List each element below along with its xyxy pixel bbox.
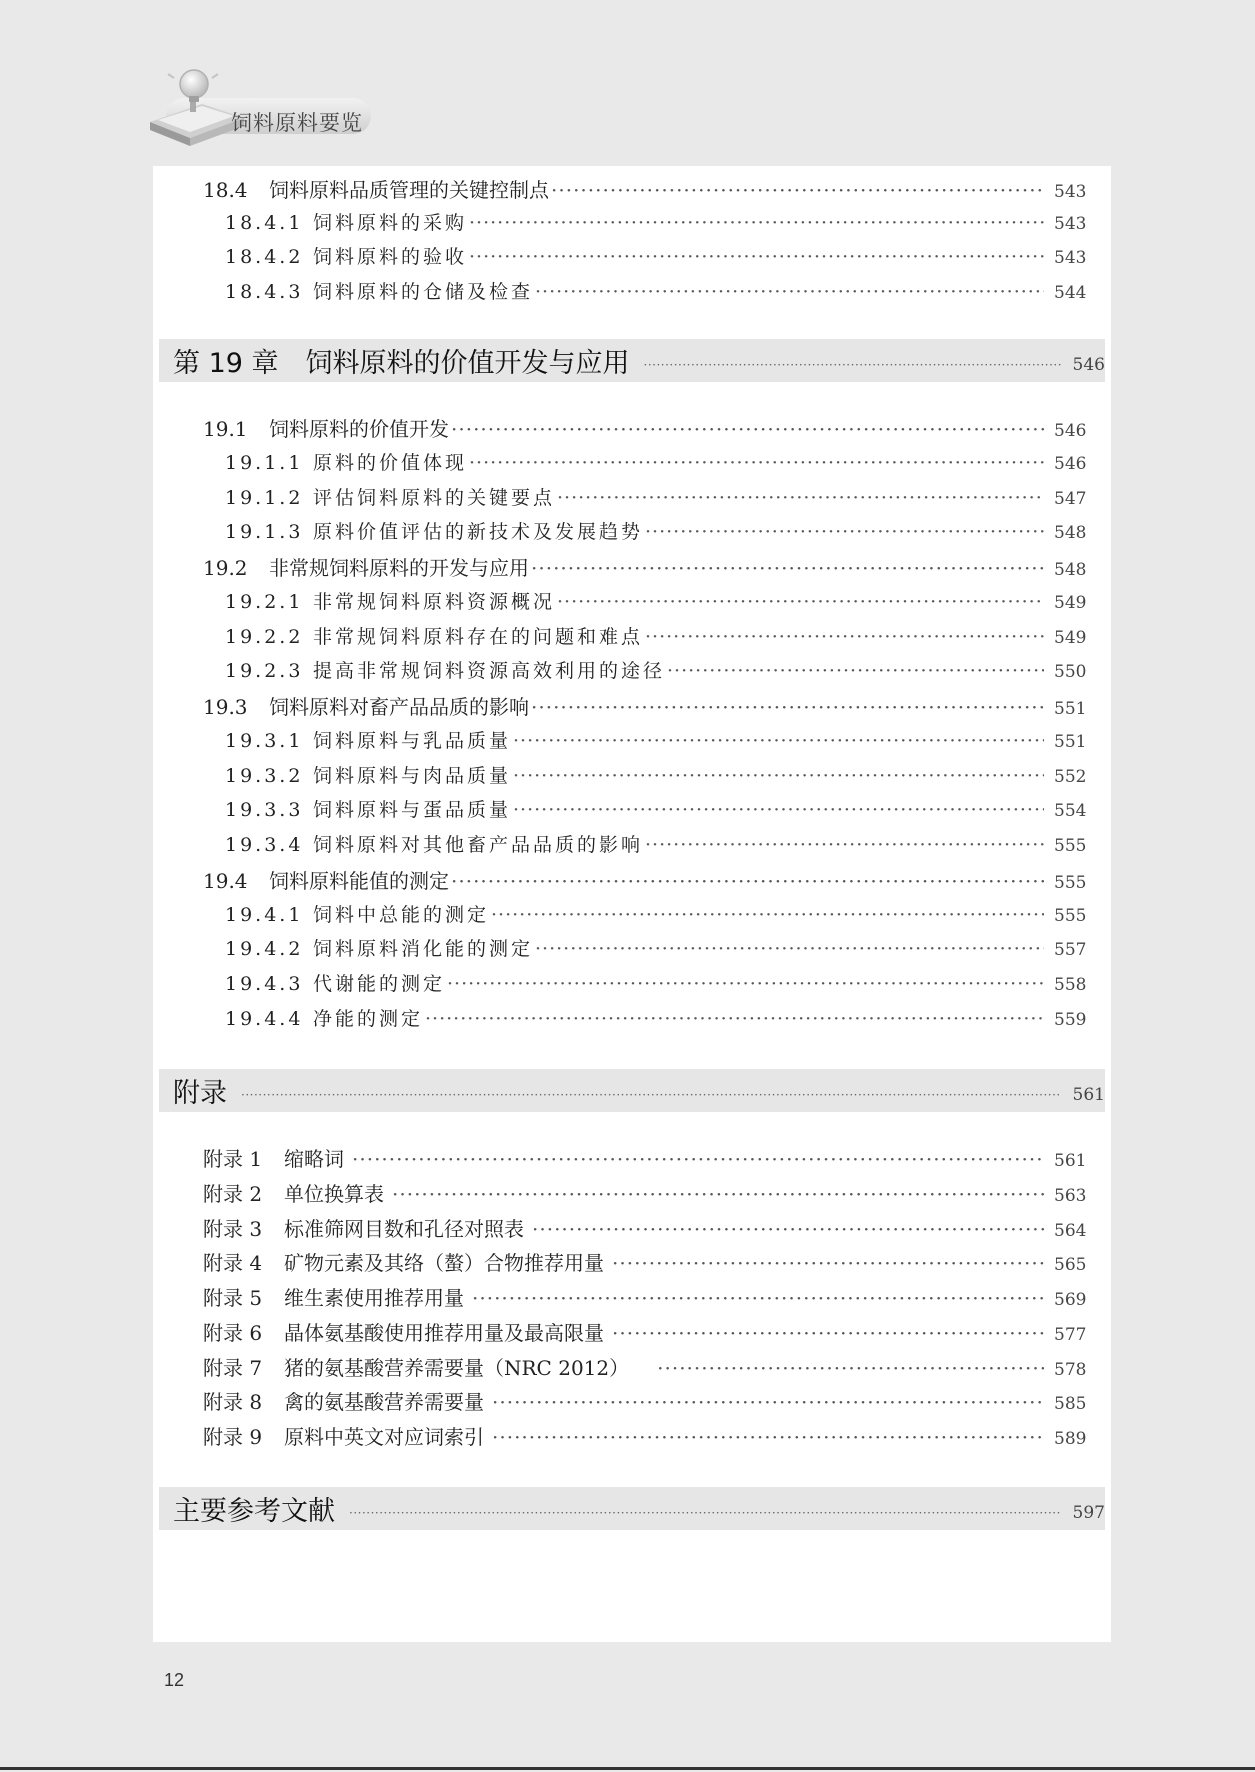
entry-title: 评估饲料原料的关键要点 (313, 487, 556, 509)
bottom-rule (0, 1767, 1255, 1770)
toc-entry[interactable] (153, 1004, 1100, 1034)
entry-title: 饲料原料与蛋品质量 (313, 799, 512, 821)
entry-number: 19.2 (203, 556, 248, 580)
entry-page: 557 (1054, 940, 1087, 960)
entry-title: 饲料中总能的测定 (313, 904, 490, 926)
dot-leader (612, 1251, 1044, 1275)
dot-leader (535, 281, 1044, 303)
entry-title: 标准筛网目数和孔径对照表 (284, 1217, 524, 1241)
entry-title: 饲料原料的验收 (313, 246, 468, 268)
dot-leader (612, 1321, 1044, 1345)
entry-page: 548 (1054, 523, 1087, 543)
toc-entry[interactable] (153, 795, 1100, 825)
dot-leader (352, 1147, 1044, 1171)
toc-entry[interactable] (153, 622, 1100, 652)
dot-leader (451, 417, 1044, 441)
toc-entry[interactable] (153, 448, 1100, 478)
entry-page: 578 (1054, 1360, 1087, 1380)
references-title: 主要参考文献 (173, 1496, 335, 1527)
entry-title: 非常规饲料原料的开发与应用 (269, 556, 529, 580)
entry-number: 19.1.1 (225, 452, 304, 474)
entry-number: 附录 7 (203, 1356, 263, 1380)
dot-leader (531, 695, 1044, 719)
entry-title: 非常规饲料原料资源概况 (313, 591, 556, 613)
entry-number: 19.2.1 (225, 591, 304, 613)
entry-number: 附录 1 (203, 1147, 263, 1171)
entry-page: 558 (1054, 975, 1087, 995)
entry-page: 552 (1054, 767, 1087, 787)
dot-leader (451, 869, 1044, 893)
entry-page: 555 (1054, 906, 1087, 926)
entry-number: 18.4 (203, 178, 248, 202)
entry-title: 矿物元素及其络（螯）合物推荐用量 (284, 1251, 604, 1275)
entry-number: 19.2.2 (225, 626, 304, 648)
toc-entry[interactable] (153, 761, 1100, 791)
entry-page: 546 (1054, 421, 1087, 441)
entry-page: 546 (1054, 454, 1087, 474)
entry-title: 单位换算表 (284, 1182, 384, 1206)
toc-entry[interactable] (153, 208, 1100, 238)
entry-number: 19.1.2 (225, 487, 304, 509)
dot-leader (469, 212, 1044, 234)
entry-number: 18.4.2 (225, 246, 304, 268)
entry-title: 饲料原料的采购 (313, 212, 468, 234)
entry-title: 晶体氨基酸使用推荐用量及最高限量 (284, 1321, 604, 1345)
entry-page: 589 (1054, 1429, 1087, 1449)
appendix-entry[interactable] (153, 1178, 1100, 1208)
toc-entry[interactable] (153, 413, 1100, 443)
entry-title: 提高非常规饲料资源高效利用的途径 (313, 660, 666, 682)
entry-number: 附录 4 (203, 1251, 263, 1275)
entry-number: 18.4.1 (225, 212, 304, 234)
dot-leader (492, 1390, 1044, 1414)
dot-leader (469, 246, 1044, 268)
appendix-entry[interactable] (153, 1421, 1100, 1451)
entry-page: 563 (1054, 1186, 1087, 1206)
entry-number: 19.3.1 (225, 730, 304, 752)
toc-entry[interactable] (153, 587, 1100, 617)
dot-leader (557, 487, 1044, 509)
toc-entry[interactable] (153, 691, 1100, 721)
entry-title: 饲料原料对畜产品品质的影响 (269, 695, 529, 719)
entry-page: 554 (1054, 801, 1087, 821)
appendix-title: 附录 (173, 1078, 227, 1109)
entry-page: 551 (1054, 732, 1087, 752)
entry-number: 附录 6 (203, 1321, 263, 1345)
dot-leader (513, 799, 1044, 821)
dot-leader (491, 904, 1044, 926)
entry-number: 19.4.1 (225, 904, 304, 926)
dot-leader (349, 1506, 1061, 1520)
dot-leader (392, 1182, 1044, 1206)
entry-title: 禽的氨基酸营养需要量 (284, 1390, 484, 1414)
dot-leader (513, 765, 1044, 787)
entry-title: 饲料原料品质管理的关键控制点 (269, 178, 549, 202)
toc-entry[interactable] (153, 656, 1100, 686)
appendix-entry[interactable] (153, 1352, 1100, 1382)
toc-entry[interactable] (153, 174, 1100, 204)
toc-entry[interactable] (153, 517, 1100, 547)
appendix-heading[interactable] (159, 1069, 1105, 1112)
appendix-entry[interactable] (153, 1247, 1100, 1277)
dot-leader (551, 178, 1044, 202)
entry-page: 543 (1054, 182, 1087, 202)
entry-page: 564 (1054, 1221, 1087, 1241)
entry-title: 代谢能的测定 (313, 973, 446, 995)
appendix-entry[interactable] (153, 1213, 1100, 1243)
entry-title: 维生素使用推荐用量 (284, 1286, 464, 1310)
entry-page: 544 (1054, 283, 1087, 303)
entry-title: 饲料原料与肉品质量 (313, 765, 512, 787)
entry-number: 附录 8 (203, 1390, 263, 1414)
entry-title: 猪的氨基酸营养需要量（NRC 2012） (284, 1356, 630, 1380)
entry-title: 饲料原料能值的测定 (269, 869, 449, 893)
toc-entry[interactable] (153, 552, 1100, 582)
entry-number: 19.2.3 (225, 660, 304, 682)
entry-page: 551 (1054, 699, 1087, 719)
entry-title: 原料的价值体现 (313, 452, 468, 474)
entry-number: 19.1.3 (225, 521, 304, 543)
references-heading[interactable] (159, 1487, 1105, 1530)
entry-number: 19.4.2 (225, 938, 304, 960)
entry-page: 565 (1054, 1255, 1087, 1275)
entry-number: 附录 2 (203, 1182, 263, 1206)
dot-leader (645, 834, 1044, 856)
entry-number: 18.4.3 (225, 281, 304, 303)
references-page: 597 (1072, 1502, 1105, 1523)
entry-page: 543 (1054, 248, 1087, 268)
dot-leader (667, 660, 1044, 682)
dot-leader (645, 521, 1044, 543)
entry-title: 饲料原料对其他畜产品品质的影响 (313, 834, 644, 856)
entry-number: 19.3.4 (225, 834, 304, 856)
toc-entry[interactable] (153, 277, 1100, 307)
entry-number: 19.1 (203, 417, 248, 441)
entry-number: 19.4 (203, 869, 248, 893)
entry-number: 19.3.2 (225, 765, 304, 787)
entry-title: 原料中英文对应词索引 (284, 1425, 484, 1449)
entry-page: 549 (1054, 628, 1087, 648)
dot-leader (513, 730, 1044, 752)
entry-page: 561 (1054, 1151, 1087, 1171)
entry-title: 非常规饲料原料存在的问题和难点 (313, 626, 644, 648)
entry-page: 585 (1054, 1394, 1087, 1414)
entry-number: 19.4.4 (225, 1008, 304, 1030)
appendix-page: 561 (1072, 1084, 1105, 1105)
dot-leader (645, 626, 1044, 648)
appendix-entry[interactable] (153, 1317, 1100, 1347)
dot-leader (447, 973, 1044, 995)
chapter-title: 第 19 章 饲料原料的价值开发与应用 (173, 348, 630, 379)
toc-panel (153, 166, 1111, 1642)
dot-leader (557, 591, 1044, 613)
toc-entry[interactable] (153, 900, 1100, 930)
entry-page: 559 (1054, 1010, 1087, 1030)
entry-number: 19.3 (203, 695, 248, 719)
appendix-entry[interactable] (153, 1143, 1100, 1173)
entry-number: 附录 9 (203, 1425, 263, 1449)
toc-entry[interactable] (153, 242, 1100, 272)
dot-leader (535, 938, 1044, 960)
toc-entry[interactable] (153, 726, 1100, 756)
entry-page: 569 (1054, 1290, 1087, 1310)
entry-title: 饲料原料消化能的测定 (313, 938, 534, 960)
dot-leader (472, 1286, 1044, 1310)
entry-title: 饲料原料的价值开发 (269, 417, 449, 441)
toc-entry[interactable] (153, 830, 1100, 860)
entry-title: 缩略词 (284, 1147, 344, 1171)
dot-leader (532, 1217, 1044, 1241)
dot-leader (644, 358, 1061, 372)
entry-number: 附录 3 (203, 1217, 263, 1241)
entry-number: 附录 5 (203, 1286, 263, 1310)
dot-leader (469, 452, 1044, 474)
dot-leader (492, 1425, 1044, 1449)
appendix-entry[interactable] (153, 1386, 1100, 1416)
entry-page: 577 (1054, 1325, 1087, 1345)
dot-leader (531, 556, 1044, 580)
entry-page: 548 (1054, 560, 1087, 580)
page-number: 12 (164, 1670, 185, 1690)
toc-entry[interactable] (153, 865, 1100, 895)
entry-title: 净能的测定 (313, 1008, 424, 1030)
entry-number: 19.3.3 (225, 799, 304, 821)
entry-page: 555 (1054, 873, 1087, 893)
entry-title: 饲料原料与乳品质量 (313, 730, 512, 752)
entry-number: 19.4.3 (225, 973, 304, 995)
dot-leader (241, 1088, 1061, 1102)
toc-entry[interactable] (153, 969, 1100, 999)
entry-title: 饲料原料的仓储及检查 (313, 281, 534, 303)
entry-page: 555 (1054, 836, 1087, 856)
dot-leader (657, 1356, 1044, 1380)
book-title: 饲料原料要览 (231, 111, 363, 135)
appendix-entry[interactable] (153, 1282, 1100, 1312)
entry-page: 543 (1054, 214, 1087, 234)
chapter-page: 546 (1072, 354, 1105, 375)
dot-leader (425, 1008, 1044, 1030)
entry-title: 原料价值评估的新技术及发展趋势 (313, 521, 644, 543)
entry-page: 547 (1054, 489, 1087, 509)
entry-page: 549 (1054, 593, 1087, 613)
toc-entry[interactable] (153, 483, 1100, 513)
chapter-heading[interactable] (159, 339, 1105, 382)
toc-entry[interactable] (153, 934, 1100, 964)
entry-page: 550 (1054, 662, 1087, 682)
